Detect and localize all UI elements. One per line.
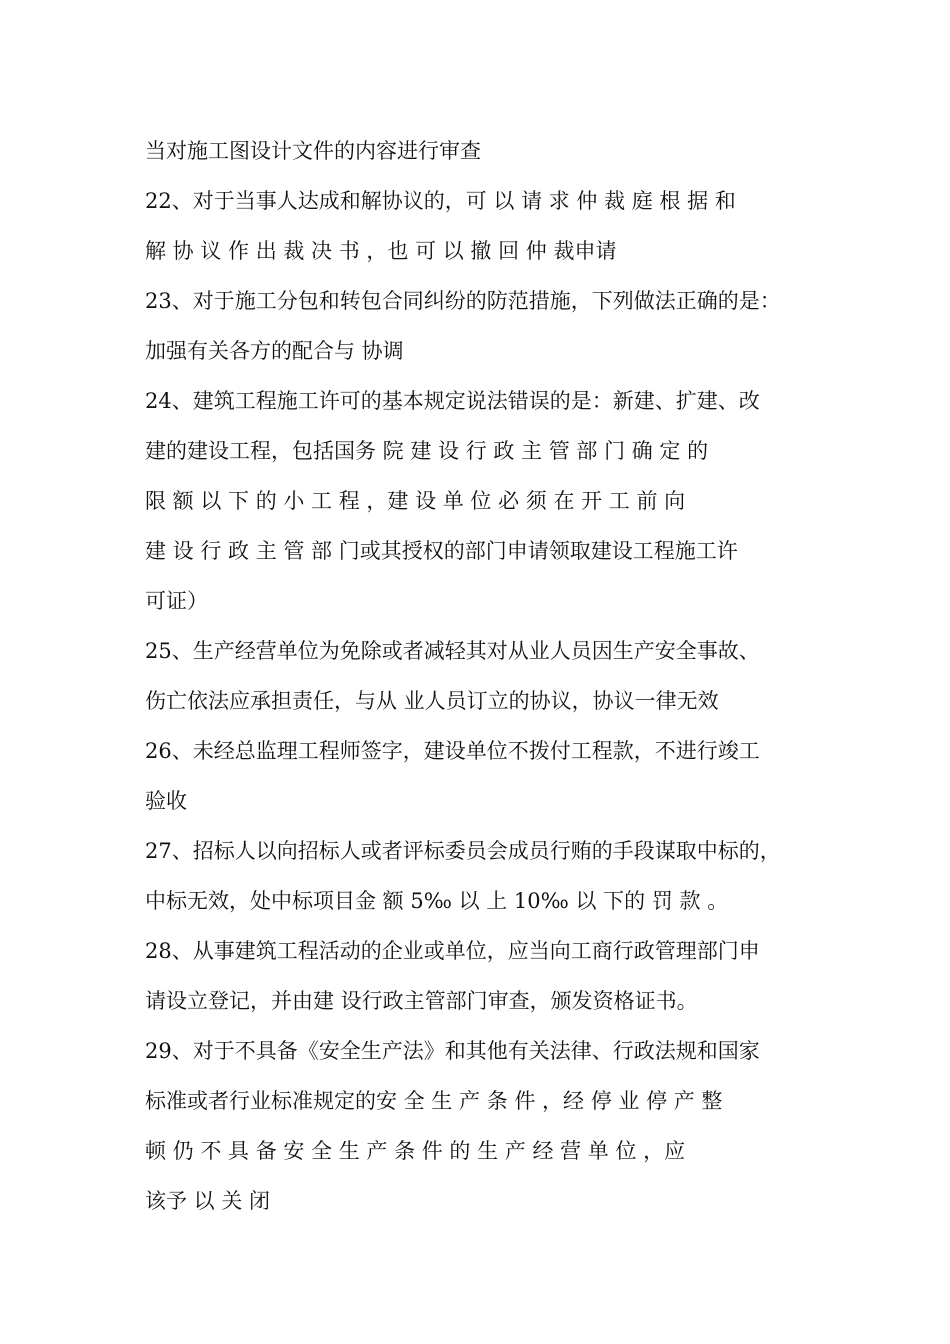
text-line: 可证） xyxy=(145,589,208,613)
text-line: 当对施工图设计文件的内容进行审查 xyxy=(145,139,481,163)
text-line: 限 额 以 下 的 小 工 程 ，建 设 单 位 必 须 在 开 工 前 向 xyxy=(145,489,686,513)
text-line: 建 设 行 政 主 管 部 门或其授权的部门申请领取建设工程施工许 xyxy=(145,539,738,563)
text-line: 验收 xyxy=(145,789,187,813)
text-line: 解 协 议 作 出 裁 决 书 ，也 可 以 撤 回 仲 裁申请 xyxy=(145,239,617,263)
text-line: 加强有关各方的配合与 协调 xyxy=(145,339,404,363)
text-line: 请设立登记，并由建 设行政主管部门审查，颁发资格证书。 xyxy=(145,989,698,1013)
text-line: 25、生产经营单位为免除或者减轻其对从业人员因生产安全事故、 xyxy=(145,639,760,663)
text-line: 29、对于不具备《安全生产法》和其他有关法律、行政法规和国家 xyxy=(145,1039,760,1063)
text-line: 26、未经总监理工程师签字，建设单位不拨付工程款，不进行竣工 xyxy=(145,739,760,763)
text-line: 中标无效，处中标项目金 额 5‰ 以 上 10‰ 以 下的 罚 款 。 xyxy=(145,889,729,913)
text-line: 24、建筑工程施工许可的基本规定说法错误的是：新建、扩建、改 xyxy=(145,389,760,413)
text-line: 28、从事建筑工程活动的企业或单位，应当向工商行政管理部门申 xyxy=(145,939,760,963)
text-line: 23、对于施工分包和转包合同纠纷的防范措施，下列做法正确的是： xyxy=(145,289,781,313)
text-line: 该予 以 关 闭 xyxy=(145,1189,271,1213)
text-line: 伤亡依法应承担责任，与从 业人员订立的协议，协议一律无效 xyxy=(145,689,719,713)
text-line: 顿 仍 不 具 备 安 全 生 产 条 件 的 生 产 经 营 单 位 ，应 xyxy=(145,1139,686,1163)
text-line: 建的建设工程，包括国务 院 建 设 行 政 主 管 部 门 确 定 的 xyxy=(145,439,709,463)
text-line: 标准或者行业标准规定的安 全 生 产 条 件 ，经 停 业 停 产 整 xyxy=(145,1089,723,1113)
text-line: 27、招标人以向招标人或者评标委员会成员行贿的手段谋取中标的， xyxy=(145,839,781,863)
text-line: 22、对于当事人达成和解协议的，可 以 请 求 仲 裁 庭 根 据 和 xyxy=(145,189,736,213)
